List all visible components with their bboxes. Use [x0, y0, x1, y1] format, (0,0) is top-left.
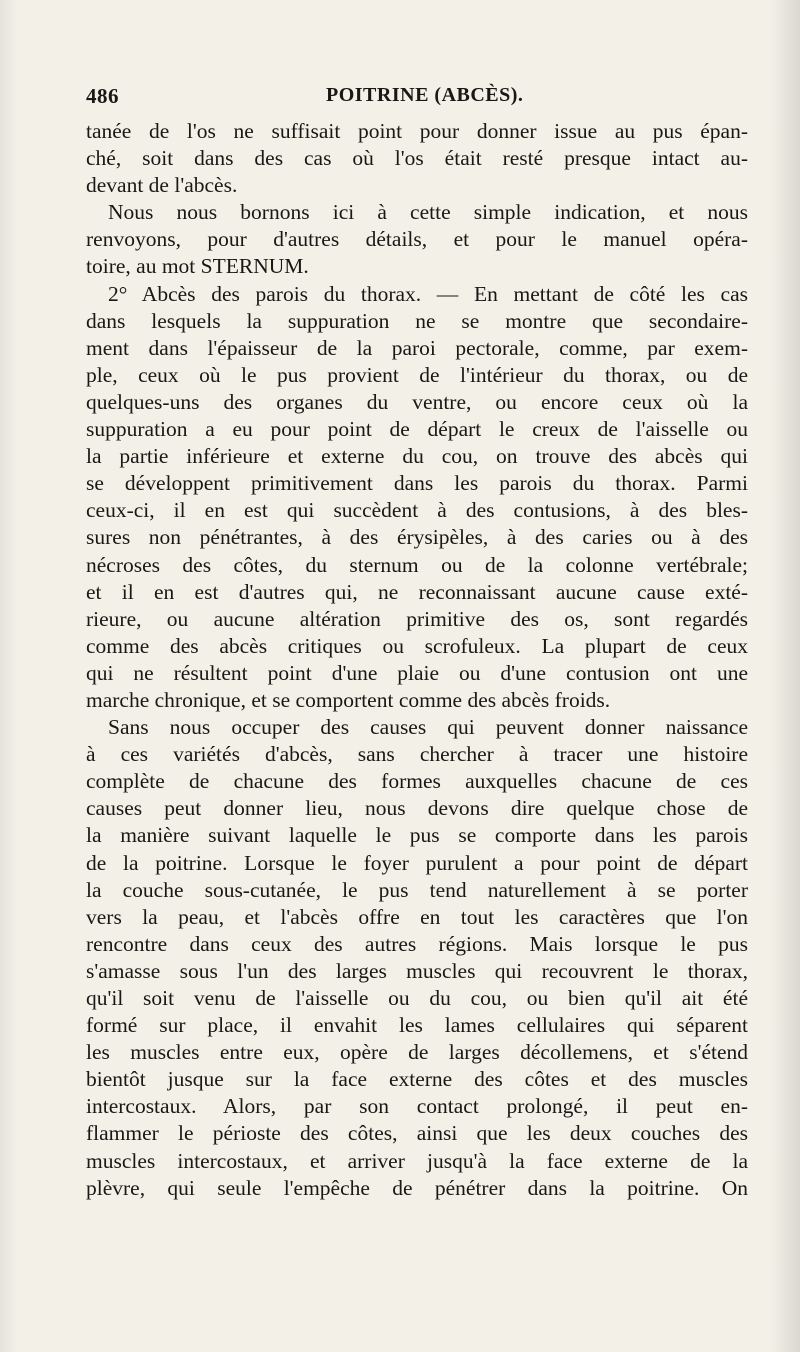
- text-line: à ces variétés d'abcès, sans chercher à tracer une histoire: [86, 742, 748, 767]
- text-line: ment dans l'épaisseur de la paroi pectorale, comme, par exem-: [86, 335, 748, 360]
- text-line: de la poitrine. Lorsque le foyer purulent a pour point de départ: [86, 850, 748, 875]
- text-line: ceux-ci, il en est qui succèdent à des contusions, à des bles-: [86, 498, 748, 523]
- text-line: vers la peau, et l'abcès offre en tout les caractères que l'on: [86, 904, 748, 929]
- text-line: bientôt jusque sur la face externe des côtes et des muscles: [86, 1067, 748, 1092]
- text-line: la partie inférieure et externe du cou, on trouve des abcès qui: [86, 444, 748, 469]
- text-line: nécroses des côtes, du sternum ou de la colonne vertébrale;: [86, 552, 748, 577]
- text-line: comme des abcès critiques ou scrofuleux. La plupart de ceux: [86, 633, 748, 658]
- text-line: et il en est d'autres qui, ne reconnaissant aucune cause exté-: [86, 579, 748, 604]
- text-line: ple, ceux où le pus provient de l'intérieur du thorax, ou de: [86, 362, 748, 387]
- text-line: la couche sous-cutanée, le pus tend naturellement à se porter: [86, 877, 748, 902]
- text-line: flammer le périoste des côtes, ainsi que les deux couches des: [86, 1121, 748, 1146]
- text-line: qu'il soit venu de l'aisselle ou du cou, ou bien qu'il ait été: [86, 986, 748, 1010]
- text-line: causes peut donner lieu, nous devons dire quelque chose de: [86, 796, 748, 821]
- text-line: rencontre dans ceux des autres régions. Mais lorsque le pus: [86, 931, 748, 956]
- text-line: qui ne résultent point d'une plaie ou d'une contusion ont une: [86, 660, 748, 685]
- text-line: intercostaux. Alors, par son contact prolongé, il peut en-: [86, 1094, 748, 1119]
- text-line: formé sur place, il envahit les lames cellulaires qui séparent: [86, 1013, 748, 1038]
- text-line: 2° Abcès des parois du thorax. — En mettant de côté les cas: [108, 281, 748, 306]
- text-line: tanée de l'os ne suffisait point pour donner issue au pus épan-: [86, 119, 748, 143]
- text-line: muscles intercostaux, et arriver jusqu'à la face externe de la: [86, 1148, 748, 1173]
- text-line: ché, soit dans des cas où l'os était resté presque intact au-: [86, 146, 748, 171]
- body-text: [86, 118, 748, 1202]
- text-line: suppuration a eu pour point de départ le creux de l'aisselle ou: [86, 417, 748, 442]
- text-line: complète de chacune des formes auxquelles chacune de ces: [86, 769, 748, 794]
- text-line: rieure, ou aucune altération primitive des os, sont regardés: [86, 606, 748, 631]
- text-line: s'amasse sous l'un des larges muscles qui recouvrent le thorax,: [86, 958, 748, 983]
- page-number: 486: [86, 84, 119, 108]
- text-line: quelques-uns des organes du ventre, ou encore ceux où la: [86, 389, 748, 414]
- text-line: les muscles entre eux, opère de larges décollemens, et s'étend: [86, 1040, 748, 1065]
- text-line: la manière suivant laquelle le pus se comporte dans les parois: [86, 823, 748, 848]
- text-line: toire, au mot STERNUM.: [86, 254, 309, 279]
- text-line: dans lesquels la suppuration ne se montre que secondaire-: [86, 308, 748, 333]
- text-line: Nous nous bornons ici à cette simple indication, et nous: [108, 200, 748, 225]
- text-line: renvoyons, pour d'autres détails, et pour le manuel opéra-: [86, 227, 748, 252]
- text-line: Sans nous occuper des causes qui peuvent donner naissance: [108, 715, 748, 740]
- text-line: devant de l'abcès.: [86, 173, 238, 198]
- text-line: sures non pénétrantes, à des érysipèles, à des caries ou à des: [86, 525, 748, 550]
- page-header: [86, 84, 748, 114]
- text-line: se développent primitivement dans les parois du thorax. Parmi: [86, 471, 748, 496]
- running-head: POITRINE (ABCÈS).: [326, 84, 524, 106]
- text-line: marche chronique, et se comportent comme des abcès froids.: [86, 687, 611, 712]
- text-line: plèvre, qui seule l'empêche de pénétrer dans la poitrine. On: [86, 1175, 748, 1200]
